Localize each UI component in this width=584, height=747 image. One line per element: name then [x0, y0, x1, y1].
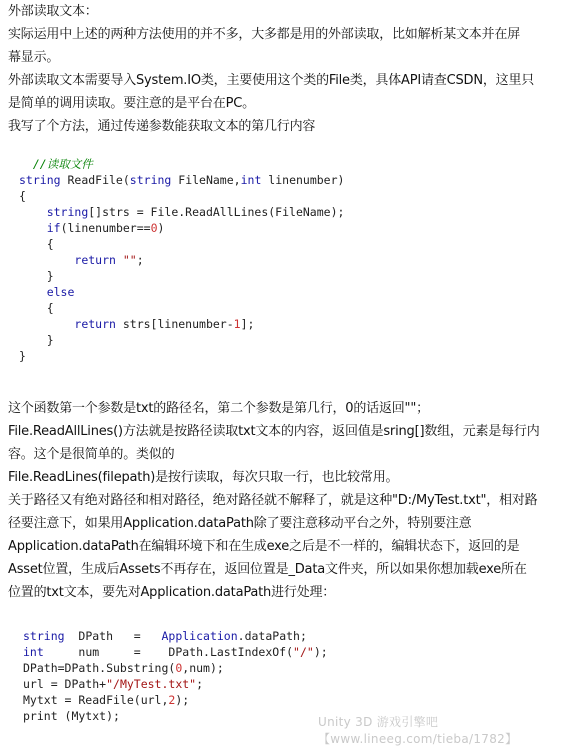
- body-line: 径要注意下，如果用Application.dataPath除了要注意移动平台之外，特别要注意: [8, 516, 472, 531]
- body-line: Application.dataPath在编辑环境下和在生成exe之后是不一样的，编辑状态下，返回的是: [8, 539, 520, 554]
- code-line: [19, 348, 344, 364]
- code-text: []strs = File.ReadAllLines(FileName);: [88, 205, 345, 219]
- code-line: [19, 284, 344, 300]
- code-line: [23, 644, 328, 660]
- intro-line: 幕显示。: [8, 50, 60, 65]
- code-line: [23, 708, 328, 724]
- code-block-readfile: [19, 156, 344, 364]
- code-text: {: [46, 301, 54, 315]
- code-line: [19, 172, 344, 188]
- code-text: [116, 253, 123, 267]
- code-line: [19, 252, 344, 268]
- code-text: }: [46, 269, 54, 283]
- code-keyword: string: [46, 205, 89, 219]
- code-number: 0: [175, 661, 183, 675]
- intro-line: 我写了个方法，通过传递参数能获取文本的第几行内容: [8, 119, 316, 134]
- code-line: [19, 220, 344, 236]
- code-text: ;: [196, 677, 204, 691]
- code-keyword: return: [74, 317, 116, 331]
- explanation-section: [0, 397, 584, 604]
- code-line: [23, 660, 328, 676]
- code-line: [19, 316, 344, 332]
- code-line: [19, 268, 344, 284]
- code-keyword: if: [46, 221, 61, 235]
- code-keyword: string: [19, 173, 61, 187]
- intro-section: [0, 0, 584, 138]
- body-line: 容。这个是很简单的。类似的: [8, 447, 175, 462]
- code-line: [23, 692, 328, 708]
- code-keyword: string: [129, 173, 172, 187]
- code-text: );: [175, 693, 190, 707]
- code-text: }: [19, 349, 26, 363]
- code-number: 2: [168, 693, 176, 707]
- code-text: (linenumber==: [60, 221, 151, 235]
- code-class: Application: [161, 629, 238, 643]
- code-number: 0: [150, 221, 158, 235]
- code-string: "/": [293, 645, 314, 659]
- code-text: url = DPath+: [23, 677, 107, 691]
- code-line: [23, 628, 328, 644]
- code-line: [19, 300, 344, 316]
- code-text: }: [46, 333, 54, 347]
- code-text: ReadFile(: [60, 173, 130, 187]
- code-string: "/MyTest.txt": [106, 677, 197, 691]
- code-keyword: int: [240, 173, 262, 187]
- code-line: [19, 332, 344, 348]
- code-text: .dataPath;: [237, 629, 307, 643]
- code-number: 1: [233, 317, 241, 331]
- code-line: [19, 188, 344, 204]
- code-line: [19, 156, 344, 172]
- intro-line: 实际运用中上述的两种方法使用的并不多，大多都是用的外部读取，比如解析某文本并在屏: [8, 27, 521, 42]
- code-keyword: else: [46, 285, 75, 299]
- body-line: File.ReadLines(filepath)是按行读取，每次只取一行，也比较常用。: [8, 470, 399, 485]
- code-text: Mytxt = ReadFile(url,: [23, 693, 169, 707]
- code-text: DPath =: [64, 629, 162, 643]
- code-string: "": [122, 253, 137, 267]
- code-text: FileName,: [171, 173, 241, 187]
- code-text: ];: [240, 317, 255, 331]
- code-comment: //读取文件: [32, 157, 93, 171]
- intro-line: 是简单的调用读取。要注意的是平台在PC。: [8, 96, 255, 111]
- code-text: num = DPath.LastIndexOf(: [43, 645, 294, 659]
- watermark-text: Unity 3D 游戏引擎吧 【www.lineeg.com/tieba/1782】: [318, 715, 518, 746]
- code-text: ;: [136, 253, 144, 267]
- body-line: File.ReadAllLines()方法就是按路径读取txt文本的内容，返回值是sring[]数组，元素是每行内: [8, 424, 540, 439]
- code-keyword: string: [23, 629, 65, 643]
- code-line: [19, 236, 344, 252]
- code-keyword: return: [74, 253, 116, 267]
- code-text: linenumber): [261, 173, 345, 187]
- code-line: [23, 676, 328, 692]
- code-text: {: [46, 237, 54, 251]
- body-line: 这个函数第一个参数是txt的路径名，第二个参数是第几行，0的话返回""；: [8, 401, 429, 416]
- body-line: 关于路径又有绝对路径和相对路径，绝对路径就不解释了，就是这种"D:/MyTest.txt"，相对路: [8, 493, 538, 508]
- code-text: DPath=DPath.Substring(: [23, 661, 176, 675]
- code-block-datapath: [23, 628, 328, 724]
- intro-line: 外部读取文本需要导入System.IO类，主要使用这个类的File类，具体API请查CSDN，这里只: [8, 73, 535, 88]
- code-text: ,num);: [182, 661, 224, 675]
- code-text: strs[linenumber-: [115, 317, 234, 331]
- code-keyword: int: [23, 645, 44, 659]
- code-line: [19, 204, 344, 220]
- body-line: Asset位置，生成后Assets不再存在，返回位置是_Data文件夹，所以如果你想加载exe所在: [8, 562, 527, 577]
- code-text: );: [313, 645, 328, 659]
- code-text: print (Mytxt);: [23, 709, 120, 723]
- code-text: ): [157, 221, 165, 235]
- code-text: {: [19, 189, 26, 203]
- body-line: 位置的txt文本，要先对Application.dataPath进行处理：: [8, 585, 336, 600]
- intro-heading: 外部读取文本：: [8, 4, 98, 19]
